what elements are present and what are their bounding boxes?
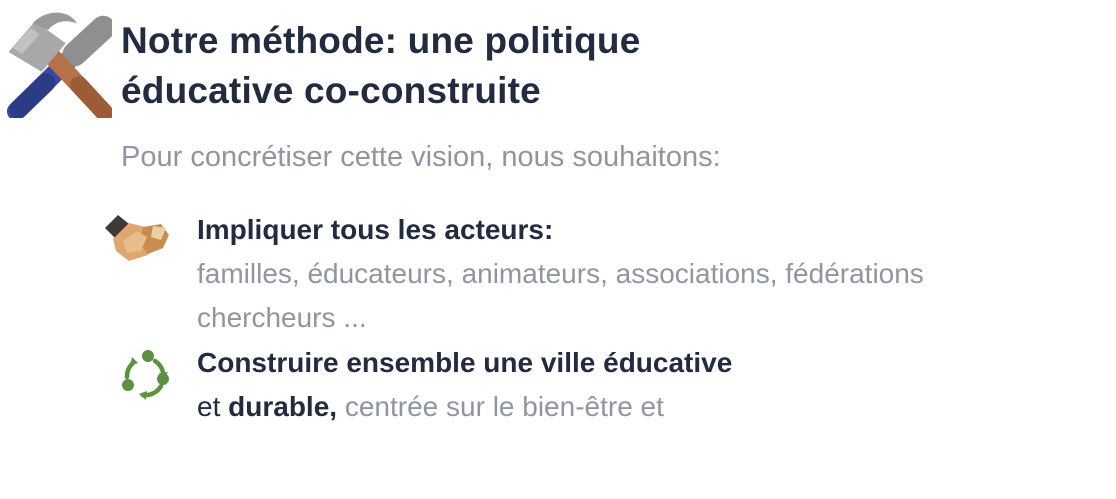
bullet-impliquer-heading: Impliquer tous les acteurs: bbox=[197, 214, 554, 245]
page-title-line1: Notre méthode: une politique bbox=[121, 20, 641, 61]
bullet-construire-line2-bold: durable, bbox=[228, 391, 338, 422]
page-title-line2: éducative co-construite bbox=[121, 70, 541, 111]
bullet-impliquer-body-line2: chercheurs ... bbox=[197, 302, 367, 333]
bullet-construire bbox=[197, 341, 1097, 429]
bullet-impliquer bbox=[197, 208, 1097, 340]
page-subtitle: Pour concrétiser cette vision, nous souhaitons: bbox=[121, 141, 721, 173]
bullet-construire-line2-rest: centrée sur le bien-être et bbox=[337, 391, 664, 422]
cycle-arrows-icon bbox=[120, 348, 170, 402]
page-title bbox=[121, 16, 841, 116]
bullet-construire-line2-prefix: et bbox=[197, 391, 229, 422]
bullet-construire-line2 bbox=[197, 385, 1097, 429]
bullet-impliquer-body-line1: familles, éducateurs, animateurs, associations, fédérations bbox=[197, 258, 924, 289]
handshake-icon bbox=[103, 211, 173, 266]
bullet-construire-heading: Construire ensemble une ville éducative bbox=[197, 347, 733, 378]
crossed-hammers-icon bbox=[2, 8, 112, 118]
